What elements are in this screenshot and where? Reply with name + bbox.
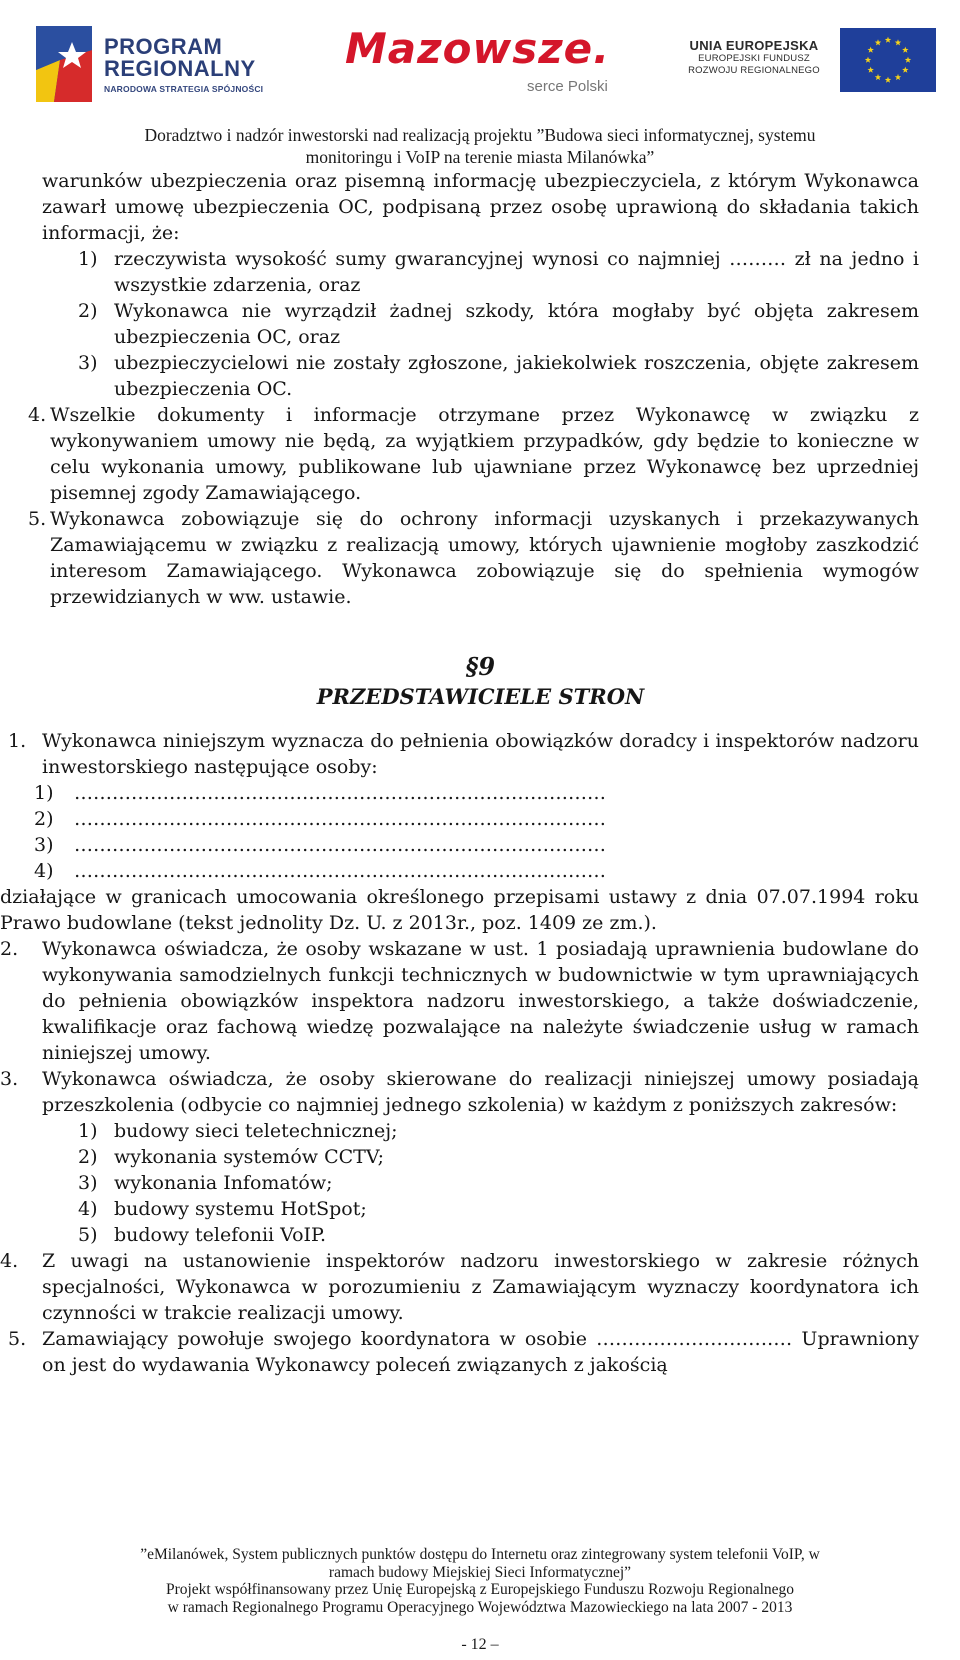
list-number: 5) (78, 1224, 98, 1246)
list-text: wykonania systemów CCTV; (114, 1146, 385, 1168)
list-item (78, 298, 919, 350)
footer-line: ”eMilanówek, System publicznych punktów dostępu do Internetu oraz zintegrowany system telefonii VoIP, w (140, 1546, 820, 1563)
paragraph-text: Wszelkie dokumenty i informacje otrzymane przez Wykonawcę w związku z wykonywaniem umowy nie będą, za wyjątkiem przypadków, gdy będzie to konieczne w celu wykonania umowy, publikowane lub ujawniane przez Wykonawcę bez uprzedniej pisemnej zgody Zamawiającego. (50, 404, 919, 504)
list-text: budowy sieci teletechnicznej; (114, 1120, 398, 1142)
list-item (34, 806, 919, 832)
mazowsze-wordmark: Mazowsze. (345, 24, 611, 73)
list-item (78, 1170, 919, 1196)
list-text: rzeczywista wysokość sumy gwarancyjnej wynosi co najmniej ……… zł na jedno i wszystkie zdarzenia, oraz (114, 248, 919, 296)
clause-text: Wykonawca niniejszym wyznacza do pełnienia obowiązków doradcy i inspektorów nadzoru inwestorskiego następujące osoby: (42, 730, 919, 778)
list-number: 2) (34, 808, 54, 830)
list-number: 4) (34, 860, 54, 882)
list-item (34, 858, 919, 884)
clause-number: 4. (0, 1250, 19, 1272)
eu-flag-icon (840, 28, 936, 92)
dotted-placeholder: ………………………………………………………………………… (74, 860, 606, 882)
list-number: 2) (78, 300, 98, 322)
list-number: 1) (78, 248, 98, 270)
clause-1 (8, 728, 919, 780)
logo-line: PROGRAM (104, 34, 223, 59)
list-item (34, 780, 919, 806)
list-text: wykonania Infomatów; (114, 1172, 333, 1194)
list-item (78, 246, 919, 298)
list-item (78, 1118, 919, 1144)
dotted-placeholder: ………………………………………………………………………… (74, 834, 606, 856)
list-number: 3) (34, 834, 54, 856)
clause-text: Zamawiający powołuje swojego koordynatora w osobie ……………………….… Uprawniony on jest do wydawania Wykonawcy poleceń związanych z jakością (42, 1328, 919, 1376)
document-body (0, 168, 919, 1378)
eu-logo (680, 28, 940, 98)
list-number: 1) (34, 782, 54, 804)
clause-4 (0, 1248, 919, 1326)
clause-number: 5. (8, 1328, 27, 1350)
document-header (30, 124, 930, 168)
logo-line: ROZWOJU REGIONALNEGO (688, 65, 820, 76)
clause-number: 1. (8, 730, 27, 752)
paragraph-number: 5. (28, 508, 47, 530)
footer-line: Projekt współfinansowany przez Unię Europejską z Europejskiego Funduszu Rozwoju Regionalnego (165, 1581, 795, 1598)
paragraph-acting: działające w granicach umocowania określonego przepisami ustawy z dnia 07.07.1994 roku Prawo budowlane (tekst jednolity Dz. U. z 2013r., poz. 1409 ze zm.). (0, 886, 919, 934)
paragraph-text: Wykonawca zobowiązuje się do ochrony informacji uzyskanych i przekazywanych Zamawiającemu w związku z realizacją umowy, których ujawnienie mogłoby zaszkodzić interesom Zamawiającego. Wykonawca zobowiązuje się do spełnienia wymogów przewidzianych w ww. ustawie. (50, 508, 919, 608)
dotted-placeholder: ………………………………………………………………………… (74, 782, 606, 804)
list-number: 1) (78, 1120, 98, 1142)
logo-bar (0, 0, 960, 120)
logo-line: REGIONALNY (104, 56, 256, 81)
list-text: Wykonawca nie wyrządził żadnej szkody, która mogłaby być objęta zakresem ubezpieczenia OC, oraz (114, 300, 919, 348)
mazowsze-logo (345, 22, 645, 102)
footer-line: ramach budowy Miejskiej Sieci Informatycznej” (328, 1563, 632, 1581)
program-regionalny-text (104, 36, 263, 94)
logo-line: EUROPEJSKI FUNDUSZ (698, 53, 810, 64)
paragraph-intro: warunków ubezpieczenia oraz pisemną informację ubezpieczyciela, z którym Wykonawca zawarł umowę ubezpieczenia OC, podpisaną przez osobę uprawioną do składania takich informacji, że: (42, 170, 919, 244)
list-number: 3) (78, 1172, 98, 1194)
clause-text: Wykonawca oświadcza, że osoby skierowane do realizacji niniejszej umowy posiadają przeszkolenia (odbycie co najmniej jednego szkolenia) w każdym z poniższych zakresów: (42, 1068, 919, 1116)
page-number: - 12 – (461, 1636, 499, 1653)
document-footer (40, 1546, 920, 1616)
star-emblem-icon (30, 20, 100, 106)
clause-text: Wykonawca oświadcza, że osoby wskazane w ust. 1 posiadają uprawnienia budowlane do wykonywania samodzielnych funkcji technicznych w budownictwie w tym uprawniających do pełnienia obowiązków inspektora nadzoru inwestorskiego, a także doświadczenie, kwalifikacje oraz fachową wiedzę pozwalające na należyte świadczenie usług w ramach niniejszej umowy. (42, 938, 919, 1064)
list-text: budowy systemu HotSpot; (114, 1198, 367, 1220)
clause-3 (0, 1066, 919, 1118)
clause-2 (0, 936, 919, 1066)
section-number: §9 (465, 652, 496, 681)
list-item (78, 350, 919, 402)
logo-line: NARODOWA STRATEGIA SPÓJNOŚCI (104, 84, 264, 94)
section-title: PRZEDSTAWICIELE STRON (316, 684, 645, 709)
header-line: monitoringu i VoIP na terenie miasta Milanówka” (305, 147, 655, 167)
list-number: 3) (78, 352, 98, 374)
list-item (78, 1222, 919, 1248)
list-item (78, 1144, 919, 1170)
program-regionalny-logo (30, 18, 320, 108)
list-number: 4) (78, 1198, 98, 1220)
clause-number: 3. (0, 1068, 19, 1090)
paragraph-4 (28, 402, 919, 506)
clause-number: 2. (0, 938, 19, 960)
eu-logo-text (680, 38, 828, 77)
list-text: ubezpieczycielowi nie zostały zgłoszone, jakiekolwiek roszczenia, objęte zakresem ubezpieczenia OC. (114, 352, 919, 400)
logo-line: UNIA EUROPEJSKA (689, 38, 819, 53)
list-item (34, 832, 919, 858)
mazowsze-tagline: serce Polski (527, 78, 608, 95)
header-line: Doradztwo i nadzór inwestorski nad realizacją projektu ”Budowa sieci informatycznej, systemu (144, 125, 816, 145)
footer-line: w ramach Regionalnego Programu Operacyjnego Województwa Mazowieckiego na lata 2007 - 2013 (167, 1598, 793, 1616)
paragraph-5 (28, 506, 919, 610)
clause-5 (8, 1326, 919, 1378)
list-number: 2) (78, 1146, 98, 1168)
list-item (78, 1196, 919, 1222)
paragraph-number: 4. (28, 404, 47, 426)
list-text: budowy telefonii VoIP. (114, 1224, 327, 1246)
dotted-placeholder: ………………………………………………………………………… (74, 808, 606, 830)
clause-text: Z uwagi na ustanowienie inspektorów nadzoru inwestorskiego w zakresie różnych specjalności, Wykonawca w porozumieniu z Zamawiającym wyznaczy koordynatora ich czynności w trakcie realizacji umowy. (42, 1250, 919, 1324)
